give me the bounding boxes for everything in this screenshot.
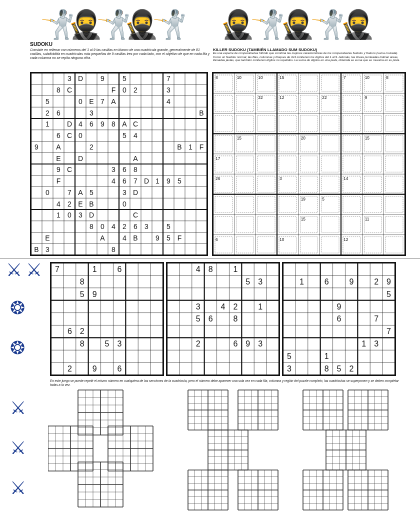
- cell-value: 1: [324, 352, 329, 362]
- cell-value: 8: [133, 167, 138, 175]
- cage-outline: [258, 156, 275, 172]
- cage-outline: [279, 136, 296, 152]
- cell-value: 5: [195, 314, 201, 324]
- cell-value: 6: [208, 314, 213, 324]
- cell-value: 5: [122, 76, 127, 84]
- cell-value: A: [111, 98, 116, 106]
- cell-value: 5: [336, 364, 342, 374]
- cell-value: 2: [349, 364, 354, 374]
- cell-value: B: [133, 235, 138, 243]
- ninja-figure: 🤺: [152, 8, 187, 41]
- cell-value: C: [132, 121, 139, 129]
- cell-value: 3: [111, 167, 116, 175]
- sudoku9-svg: [283, 263, 395, 375]
- cell-value: 8: [89, 224, 94, 232]
- cage-outline: [236, 95, 253, 111]
- cage-clue: 10: [258, 75, 263, 80]
- cell-value: 9: [245, 339, 251, 349]
- cell-value: 6: [122, 178, 127, 186]
- cell-value: 2: [67, 364, 72, 374]
- cell-value: 4: [133, 133, 138, 141]
- cell-value: 5: [104, 339, 110, 349]
- cell-value: C: [66, 167, 73, 175]
- cell-value: 3: [78, 212, 83, 220]
- ninja-icon: ⚔: [26, 260, 43, 281]
- cell-value: F: [56, 178, 61, 186]
- cage-outline: [322, 237, 339, 253]
- cell-value: 5: [166, 235, 171, 243]
- cell-value: 9: [100, 76, 105, 84]
- cage-outline: [300, 75, 317, 91]
- cell-value: 8: [324, 364, 329, 374]
- cage-outline: [215, 115, 232, 131]
- cell-value: 9: [92, 364, 97, 374]
- ninja-icon: ❂: [10, 298, 26, 319]
- cage-outline: [364, 176, 381, 192]
- cage-outline: [215, 196, 232, 212]
- cage-clue: 10: [236, 75, 242, 80]
- cell-value: 2: [122, 224, 127, 232]
- cell-value: D: [132, 189, 139, 197]
- cell-value: 7: [100, 98, 105, 106]
- cell-value: 5: [286, 352, 292, 362]
- cage-outline: [343, 115, 360, 131]
- cell-value: 3: [258, 339, 263, 349]
- cage-clue: 7: [343, 75, 346, 80]
- cell-value: 1: [233, 264, 238, 274]
- cage-outline: [258, 136, 275, 152]
- cell-value: 2: [233, 302, 238, 312]
- cage-outline: [322, 217, 339, 233]
- cage-outline: [386, 115, 403, 131]
- cell-value: 9: [155, 235, 160, 243]
- cage-outline: [343, 156, 360, 172]
- cell-value: 8: [111, 121, 116, 129]
- cage-clue: 26: [215, 176, 221, 182]
- sudoku16-svg: [31, 73, 207, 255]
- sudoku9-grid-3: [282, 262, 396, 376]
- cell-value: C: [66, 133, 73, 141]
- cage-outline: [300, 115, 317, 131]
- sudoku9-grid-2: [166, 262, 280, 376]
- cell-value: 1: [56, 212, 61, 220]
- cell-value: 6: [89, 121, 94, 129]
- sudoku9-grid-1: [50, 262, 164, 376]
- cell-value: 5: [122, 133, 127, 141]
- cell-value: 3: [117, 339, 122, 349]
- cell-value: 7: [54, 264, 60, 274]
- cell-value: 6: [67, 327, 72, 337]
- cell-value: 2: [195, 339, 201, 349]
- cell-value: 5: [177, 178, 182, 186]
- cage-clue: 11: [364, 216, 370, 222]
- samurai-shapes: [48, 388, 408, 513]
- cage-outline: [343, 217, 360, 233]
- sudoku16-title: SUDOKU: [30, 42, 53, 48]
- cage-clue: 10: [364, 75, 370, 80]
- cell-value: 4: [195, 264, 201, 274]
- cell-value: 6: [336, 314, 342, 324]
- ninja-icon: ⚔: [10, 438, 27, 459]
- cage-clue: 8: [215, 75, 218, 80]
- cell-value: 2: [89, 144, 94, 152]
- cell-value: A: [56, 144, 61, 152]
- cage-clue: 19: [300, 196, 306, 202]
- cage-clue: 12: [279, 95, 285, 101]
- cage-clue: 15: [279, 75, 285, 80]
- cell-value: F: [111, 87, 116, 95]
- cage-outline: [364, 115, 381, 131]
- cage-clue: 3: [279, 176, 282, 182]
- cell-value: 5: [166, 224, 171, 232]
- cell-value: 8: [79, 277, 85, 287]
- cell-value: 0: [67, 212, 72, 220]
- cage-outline: [386, 237, 403, 253]
- ninja-figure: 🥷: [124, 8, 159, 41]
- cage-clue: 32: [258, 95, 263, 101]
- sudoku16-grid: [30, 72, 208, 256]
- cell-value: 6: [133, 224, 138, 232]
- cell-value: 3: [374, 339, 379, 349]
- cell-value: 3: [144, 224, 149, 232]
- cell-value: D: [88, 212, 95, 220]
- cell-value: 4: [220, 302, 226, 312]
- cell-value: 2: [374, 277, 379, 287]
- cage-outline: [279, 156, 296, 172]
- cell-value: C: [132, 212, 139, 220]
- cell-value: 6: [122, 167, 127, 175]
- cage-outline: [300, 176, 317, 192]
- cage-outline: [322, 136, 339, 152]
- ninja-figure: 🥷: [68, 8, 103, 41]
- cell-value: F: [199, 144, 204, 152]
- cell-value: 2: [45, 110, 50, 118]
- cell-value: 8: [56, 87, 61, 95]
- cell-value: 2: [67, 201, 72, 209]
- cell-value: 6: [56, 110, 61, 118]
- ninja-figure: 🥷: [340, 8, 375, 41]
- cell-value: E: [89, 98, 94, 106]
- cell-value: D: [143, 178, 150, 186]
- cage-outline: [322, 75, 339, 91]
- cell-value: E: [78, 201, 83, 209]
- header-ninja-art: [40, 8, 380, 42]
- cell-value: 0: [45, 189, 50, 197]
- cell-value: A: [133, 155, 138, 163]
- cell-value: 0: [100, 224, 105, 232]
- cell-value: 4: [122, 235, 127, 243]
- ninja-figure: 🥷: [220, 8, 255, 41]
- cell-value: 8: [79, 339, 85, 349]
- cage-outline: [322, 176, 339, 192]
- cage-clue: 15: [364, 135, 370, 141]
- sudoku9-svg: [51, 263, 163, 375]
- cage-outline: [364, 156, 381, 172]
- cage-outline: [236, 217, 253, 233]
- cage-outline: [322, 115, 339, 131]
- cell-value: 4: [56, 201, 61, 209]
- cell-value: A: [100, 235, 105, 243]
- cage-clue: 9: [364, 95, 368, 101]
- cage-outline: [386, 136, 403, 152]
- cell-value: 9: [386, 277, 392, 287]
- cage-outline: [236, 196, 253, 212]
- cell-value: 1: [361, 339, 367, 349]
- cell-value: E: [45, 235, 50, 243]
- ninja-icon: ❂: [10, 338, 26, 359]
- cell-value: 4: [166, 98, 171, 106]
- cage-outline: [236, 156, 253, 172]
- cell-value: B: [199, 110, 204, 118]
- cell-value: 6: [117, 364, 122, 374]
- samurai-caption: En este juego se puede repetir el mismo número en cualquiera de las secciones de la cuadrícula, pero el número debe aparecer una sola vez en cada fila, columna y región del puzzle completo, las cuadrículas se superponen y se deben completar todas a la vez.: [50, 379, 399, 387]
- cage-outline: [215, 136, 232, 152]
- cage-outline: [300, 95, 317, 111]
- ninja-figure: 🤺: [250, 8, 285, 41]
- cell-value: B: [89, 201, 94, 209]
- cage-outline: [343, 95, 360, 111]
- cage-clue: 15: [236, 135, 242, 141]
- cell-value: D: [66, 121, 73, 129]
- ninja-icon: ⚔: [10, 398, 27, 419]
- cell-value: 8: [111, 246, 116, 254]
- cell-value: 7: [374, 314, 379, 324]
- cell-value: 1: [258, 302, 263, 312]
- cage-outline: [279, 115, 296, 131]
- cell-value: F: [177, 235, 182, 243]
- cage-outline: [258, 196, 275, 212]
- cell-value: 1: [92, 264, 97, 274]
- cell-value: 3: [45, 246, 50, 254]
- cage-outline: [386, 156, 403, 172]
- sudoku16-intro: Consiste en rellenar con números del 1 al 9 las casillas en blanco de una cuadrícula grande, generalmente de 81 casillas, subdividida en cuadrículas más pequeñas de 9 casillas tres por cada lado, con el objetivo de que en cada fila y cada columna no se repita ninguna cifra.: [30, 48, 210, 61]
- cell-value: 7: [133, 178, 138, 186]
- cell-value: 9: [336, 302, 342, 312]
- cell-value: 1: [299, 277, 304, 287]
- cell-value: D: [77, 155, 84, 163]
- cage-clue: 20: [300, 135, 306, 141]
- cell-value: 5: [79, 289, 85, 299]
- cell-value: 2: [79, 327, 85, 337]
- cage-clue: 14: [343, 176, 349, 182]
- cell-value: 2: [133, 87, 138, 95]
- cell-value: 4: [111, 178, 116, 186]
- cage-outline: [258, 217, 275, 233]
- cage-outline: [300, 237, 317, 253]
- cell-value: 3: [195, 302, 201, 312]
- cell-value: 5: [386, 289, 392, 299]
- cell-value: 7: [67, 189, 72, 197]
- cell-value: 0: [122, 87, 127, 95]
- cage-outline: [215, 217, 232, 233]
- ninja-figure: 🤺: [310, 8, 345, 41]
- cell-value: 1: [45, 121, 50, 129]
- cell-value: D: [77, 76, 84, 84]
- cage-clue: 15: [300, 216, 306, 222]
- cell-value: 1: [188, 144, 193, 152]
- cage-outline: [236, 115, 253, 131]
- cell-value: 6: [56, 133, 61, 141]
- cage-outline: [386, 217, 403, 233]
- cell-value: 9: [166, 178, 171, 186]
- cage-outline: [343, 196, 360, 212]
- cell-value: 9: [92, 289, 97, 299]
- cage-clue: 17: [215, 155, 221, 161]
- killer-svg: [213, 73, 405, 255]
- cell-value: 6: [324, 277, 329, 287]
- cell-value: 4: [78, 121, 83, 129]
- cell-value: 5: [45, 98, 50, 106]
- cage-outline: [386, 95, 403, 111]
- cell-value: 0: [78, 98, 83, 106]
- cell-value: 5: [89, 189, 94, 197]
- ninja-icon: ⚔: [6, 260, 23, 281]
- cell-value: 3: [258, 277, 263, 287]
- ninja-figure: 🥷: [280, 8, 315, 41]
- cell-value: 7: [386, 327, 392, 337]
- cage-clue: 10: [279, 236, 285, 242]
- cage-clue: 5: [322, 196, 325, 202]
- killer-grid: [212, 72, 406, 256]
- cell-value: B: [177, 144, 182, 152]
- cage-outline: [279, 196, 296, 212]
- cage-outline: [215, 95, 232, 111]
- cell-value: 8: [233, 314, 238, 324]
- cell-value: 1: [155, 178, 160, 186]
- killer-title: KILLER SUDOKU (TAMBIÉN LLAMADO SUM SUDOKU): [213, 47, 318, 52]
- cell-value: E: [56, 155, 61, 163]
- cage-outline: [236, 237, 253, 253]
- cage-outline: [258, 237, 275, 253]
- cell-value: C: [66, 87, 73, 95]
- cell-value: 5: [245, 277, 251, 287]
- cell-value: 9: [349, 277, 354, 287]
- ninja-figure: 🤺: [40, 8, 75, 41]
- cage-clue: 12: [343, 236, 349, 242]
- cell-value: 9: [34, 144, 39, 152]
- cell-value: 6: [117, 264, 122, 274]
- cage-outline: [386, 196, 403, 212]
- cage-outline: [258, 115, 275, 131]
- cell-value: 7: [166, 76, 171, 84]
- cell-value: A: [122, 121, 127, 129]
- killer-intro: Es una especie de rompecabezas híbrido que combina las mejores características de los rompecabezas Sudoku y Kakuro (suma cruzada). Como un Sudoku normal, las filas, columnas y bloques de 3x3 contienen los dígitos del 1 al 9. Además, las líneas punteadas indican áreas, llamadas jaulas, que también contienen dígitos no repetidos. La suma de dígitos en una jaula, obtenida se suma que se muestra en su pista.: [213, 51, 400, 63]
- cell-value: 9: [56, 167, 61, 175]
- cage-outline: [386, 176, 403, 192]
- cell-value: 0: [78, 133, 83, 141]
- cell-value: 6: [233, 339, 238, 349]
- divider: [0, 258, 420, 259]
- ninja-figure: 🤺: [96, 8, 131, 41]
- cage-outline: [322, 156, 339, 172]
- cage-outline: [364, 237, 381, 253]
- cell-value: 3: [166, 87, 171, 95]
- cell-value: 3: [122, 189, 127, 197]
- cell-value: 3: [67, 76, 72, 84]
- cage-outline: [343, 136, 360, 152]
- cell-value: 3: [89, 110, 94, 118]
- sudoku9-svg: [167, 263, 279, 375]
- cell-value: 0: [122, 201, 127, 209]
- cell-value: 9: [100, 121, 105, 129]
- cell-value: B: [34, 246, 39, 254]
- cell-value: 8: [208, 264, 213, 274]
- cell-value: A: [78, 189, 83, 197]
- cage-outline: [279, 217, 296, 233]
- cage-clue: 6: [215, 236, 218, 242]
- cage-outline: [364, 196, 381, 212]
- cage-clue: 22: [322, 95, 327, 101]
- cage-outline: [300, 156, 317, 172]
- cell-value: 3: [286, 364, 292, 374]
- cell-value: 4: [111, 224, 116, 232]
- cage-outline: [258, 176, 275, 192]
- ninja-icon: ⚔: [10, 478, 27, 499]
- cage-clue: 8: [386, 75, 389, 80]
- cage-outline: [236, 176, 253, 192]
